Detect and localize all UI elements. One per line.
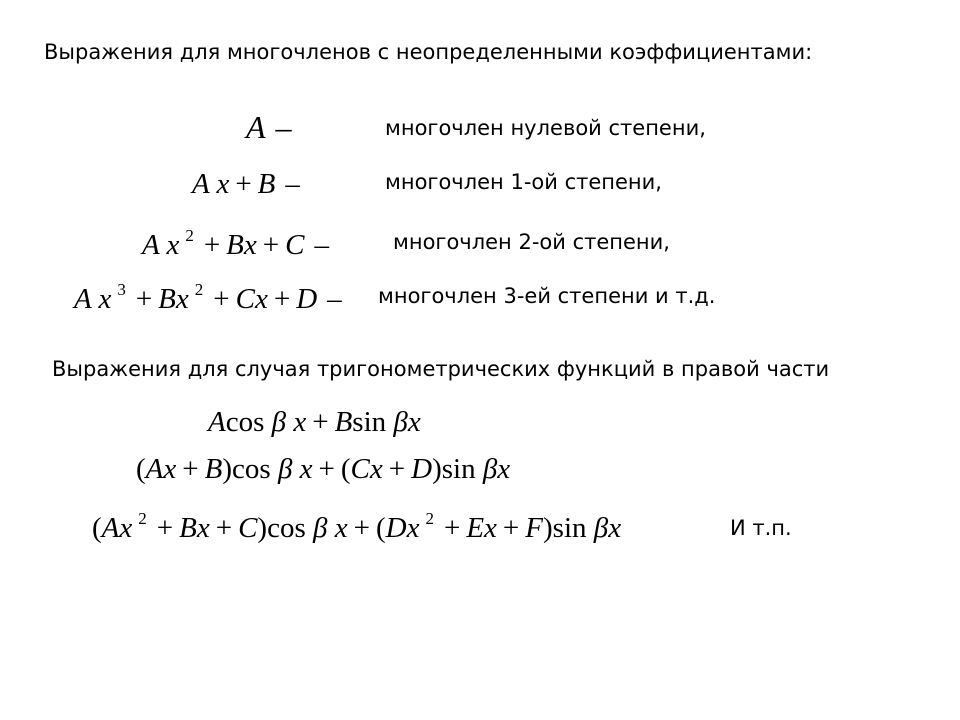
- formula-degree-1: A x + B –: [192, 168, 300, 200]
- formula-degree-2: A x $^2$ + Bx + C –: [142, 226, 329, 261]
- trig-note: И т.п.: [730, 516, 792, 540]
- poly-label-1: многочлен 1-ой степени,: [385, 170, 662, 194]
- trig-formula-1: (Ax + B)cos β x + (Cx + D)sin βx: [136, 453, 511, 485]
- trig-formula-2: (Ax $^2$ + Bx + C)cos β x + (Dx $^2$ + Ex + F)sin βx: [92, 509, 622, 544]
- poly-label-3: многочлен 3-ей степени и т.д.: [378, 284, 716, 308]
- formula-degree-0: A –: [246, 109, 292, 145]
- heading-polynomials: Выражения для многочленов с неопределенными коэффициентами:: [44, 40, 813, 64]
- poly-label-2: многочлен 2-ой степени,: [393, 230, 670, 254]
- formula-degree-3: A x $^3$ + Bx $^2$ + Cx + D –: [74, 280, 342, 315]
- heading-trigonometric: Выражения для случая тригонометрических функций в правой части: [52, 357, 830, 381]
- poly-label-0: многочлен нулевой степени,: [385, 116, 706, 140]
- trig-formula-0: Acos β x + Bsin βx: [208, 406, 421, 438]
